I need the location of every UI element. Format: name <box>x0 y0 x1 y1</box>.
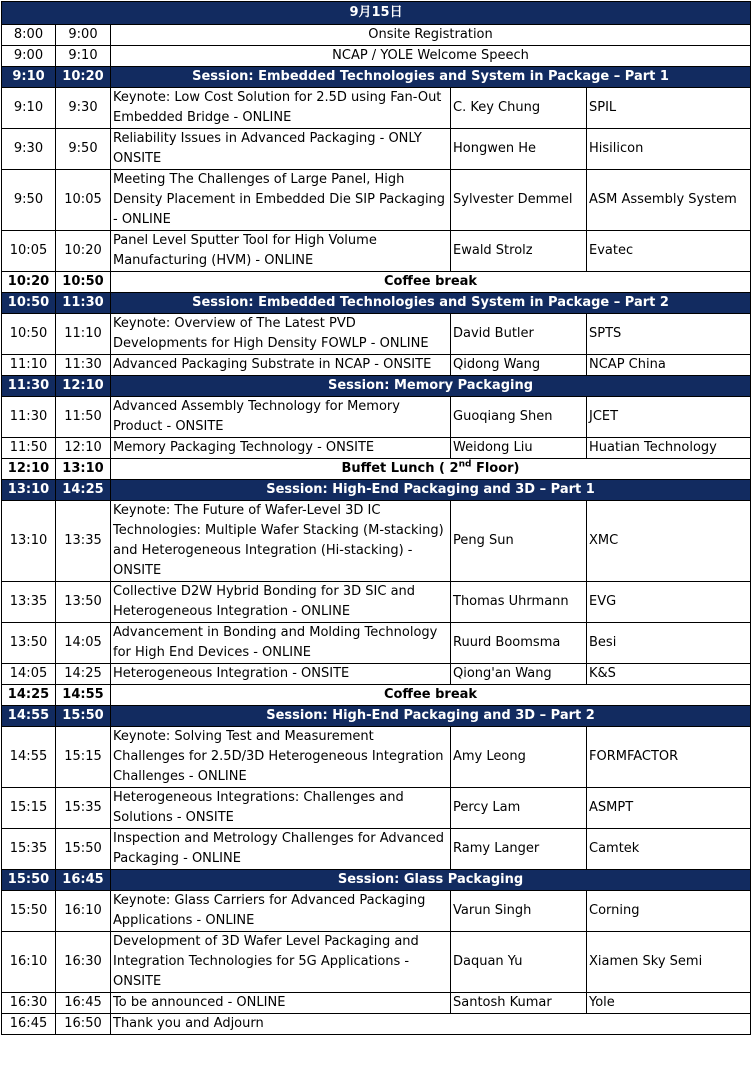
end-time: 16:50 <box>56 1014 111 1035</box>
talk-title: Memory Packaging Technology - ONSITE <box>111 438 451 459</box>
company-name: NCAP China <box>587 355 751 376</box>
talk-row <box>2 231 751 272</box>
end-time: 13:10 <box>56 459 111 480</box>
company-name: ASM Assembly System <box>587 170 751 231</box>
talk-row <box>2 932 751 993</box>
agenda-row <box>2 46 751 67</box>
company-name: JCET <box>587 397 751 438</box>
start-time: 15:50 <box>2 870 56 891</box>
break-label: Coffee break <box>111 685 751 706</box>
end-time: 15:15 <box>56 727 111 788</box>
talk-row <box>2 582 751 623</box>
lunch-row <box>2 459 751 480</box>
session-title: Session: Embedded Technologies and System in Package – Part 2 <box>111 293 751 314</box>
end-time: 13:35 <box>56 501 111 582</box>
start-time: 10:05 <box>2 231 56 272</box>
talk-row <box>2 129 751 170</box>
session-title: Session: Memory Packaging <box>111 376 751 397</box>
speaker-name: Ruurd Boomsma <box>451 623 587 664</box>
start-time: 9:00 <box>2 46 56 67</box>
company-name: Yole <box>587 993 751 1014</box>
talk-title: Heterogeneous Integrations: Challenges and Solutions - ONSITE <box>111 788 451 829</box>
speaker-name: Guoqiang Shen <box>451 397 587 438</box>
end-time: 13:50 <box>56 582 111 623</box>
start-time: 11:10 <box>2 355 56 376</box>
end-time: 16:10 <box>56 891 111 932</box>
talk-row <box>2 170 751 231</box>
company-name: Evatec <box>587 231 751 272</box>
schedule-table <box>1 1 751 1035</box>
speaker-name: Weidong Liu <box>451 438 587 459</box>
talk-row <box>2 829 751 870</box>
company-name: Hisilicon <box>587 129 751 170</box>
start-time: 9:30 <box>2 129 56 170</box>
end-time: 9:00 <box>56 25 111 46</box>
talk-title: Keynote: Low Cost Solution for 2.5D using Fan-Out Embedded Bridge - ONLINE <box>111 88 451 129</box>
session-row <box>2 706 751 727</box>
speaker-name: Qidong Wang <box>451 355 587 376</box>
break-row <box>2 685 751 706</box>
end-time: 12:10 <box>56 376 111 397</box>
end-time: 14:05 <box>56 623 111 664</box>
start-time: 10:20 <box>2 272 56 293</box>
company-name: Corning <box>587 891 751 932</box>
speaker-name: Thomas Uhrmann <box>451 582 587 623</box>
start-time: 11:50 <box>2 438 56 459</box>
talk-row <box>2 355 751 376</box>
start-time: 16:45 <box>2 1014 56 1035</box>
start-time: 15:15 <box>2 788 56 829</box>
end-time: 11:30 <box>56 293 111 314</box>
speaker-name: Sylvester Demmel <box>451 170 587 231</box>
talk-title: Keynote: Glass Carriers for Advanced Packaging Applications - ONLINE <box>111 891 451 932</box>
end-time: 16:45 <box>56 870 111 891</box>
company-name: XMC <box>587 501 751 582</box>
session-row <box>2 67 751 88</box>
start-time: 13:35 <box>2 582 56 623</box>
start-time: 13:10 <box>2 501 56 582</box>
start-time: 16:10 <box>2 932 56 993</box>
speaker-name: Ewald Strolz <box>451 231 587 272</box>
start-time: 14:25 <box>2 685 56 706</box>
start-time: 14:55 <box>2 727 56 788</box>
session-title: Session: Glass Packaging <box>111 870 751 891</box>
end-time: 9:50 <box>56 129 111 170</box>
agenda-label: Onsite Registration <box>111 25 751 46</box>
end-time: 10:50 <box>56 272 111 293</box>
end-time: 16:30 <box>56 932 111 993</box>
speaker-name: Daquan Yu <box>451 932 587 993</box>
talk-row <box>2 314 751 355</box>
talk-row <box>2 623 751 664</box>
end-time: 14:25 <box>56 480 111 501</box>
end-time: 9:10 <box>56 46 111 67</box>
start-time: 9:50 <box>2 170 56 231</box>
company-name: ASMPT <box>587 788 751 829</box>
start-time: 12:10 <box>2 459 56 480</box>
speaker-name: David Butler <box>451 314 587 355</box>
start-time: 13:50 <box>2 623 56 664</box>
end-time: 11:30 <box>56 355 111 376</box>
talk-title: Meeting The Challenges of Large Panel, High Density Placement in Embedded Die SIP Packaging - ONLINE <box>111 170 451 231</box>
start-time: 16:30 <box>2 993 56 1014</box>
session-row <box>2 870 751 891</box>
end-time: 12:10 <box>56 438 111 459</box>
speaker-name: Santosh Kumar <box>451 993 587 1014</box>
closing-title: Thank you and Adjourn <box>111 1014 751 1035</box>
date-header-row <box>2 2 751 25</box>
company-name: Besi <box>587 623 751 664</box>
session-row <box>2 376 751 397</box>
break-label: Coffee break <box>111 272 751 293</box>
start-time: 15:50 <box>2 891 56 932</box>
start-time: 14:55 <box>2 706 56 727</box>
talk-title: Keynote: Overview of The Latest PVD Developments for High Density FOWLP - ONLINE <box>111 314 451 355</box>
break-row <box>2 272 751 293</box>
speaker-name: Peng Sun <box>451 501 587 582</box>
end-time: 9:30 <box>56 88 111 129</box>
start-time: 10:50 <box>2 293 56 314</box>
talk-row <box>2 664 751 685</box>
talk-title: Development of 3D Wafer Level Packaging and Integration Technologies for 5G Applications - ONSITE <box>111 932 451 993</box>
end-time: 15:35 <box>56 788 111 829</box>
end-time: 10:05 <box>56 170 111 231</box>
agenda-label: NCAP / YOLE Welcome Speech <box>111 46 751 67</box>
closing-row <box>2 1014 751 1035</box>
company-name: FORMFACTOR <box>587 727 751 788</box>
end-time: 11:10 <box>56 314 111 355</box>
talk-title: Advancement in Bonding and Molding Technology for High End Devices - ONLINE <box>111 623 451 664</box>
end-time: 10:20 <box>56 231 111 272</box>
company-name: Xiamen Sky Semi <box>587 932 751 993</box>
speaker-name: Qiong'an Wang <box>451 664 587 685</box>
talk-title: Keynote: Solving Test and Measurement Challenges for 2.5D/3D Heterogeneous Integration Challenges - ONLINE <box>111 727 451 788</box>
start-time: 11:30 <box>2 376 56 397</box>
speaker-name: Hongwen He <box>451 129 587 170</box>
session-title: Session: High-End Packaging and 3D – Part 2 <box>111 706 751 727</box>
start-time: 14:05 <box>2 664 56 685</box>
start-time: 15:35 <box>2 829 56 870</box>
end-time: 16:45 <box>56 993 111 1014</box>
talk-title: Panel Level Sputter Tool for High Volume Manufacturing (HVM) - ONLINE <box>111 231 451 272</box>
end-time: 15:50 <box>56 706 111 727</box>
end-time: 10:20 <box>56 67 111 88</box>
talk-title: To be announced - ONLINE <box>111 993 451 1014</box>
speaker-name: Ramy Langer <box>451 829 587 870</box>
talk-row <box>2 727 751 788</box>
talk-row <box>2 88 751 129</box>
agenda-row <box>2 25 751 46</box>
company-name: Huatian Technology <box>587 438 751 459</box>
lunch-text-after: Floor) <box>471 461 520 476</box>
talk-row <box>2 397 751 438</box>
company-name: SPTS <box>587 314 751 355</box>
start-time: 9:10 <box>2 67 56 88</box>
session-title: Session: Embedded Technologies and System in Package – Part 1 <box>111 67 751 88</box>
speaker-name: Varun Singh <box>451 891 587 932</box>
talk-title: Inspection and Metrology Challenges for Advanced Packaging - ONLINE <box>111 829 451 870</box>
talk-title: Advanced Packaging Substrate in NCAP - ONSITE <box>111 355 451 376</box>
start-time: 10:50 <box>2 314 56 355</box>
company-name: EVG <box>587 582 751 623</box>
session-title: Session: High-End Packaging and 3D – Part 1 <box>111 480 751 501</box>
session-row <box>2 293 751 314</box>
talk-title: Advanced Assembly Technology for Memory Product - ONSITE <box>111 397 451 438</box>
session-row <box>2 480 751 501</box>
talk-row <box>2 501 751 582</box>
lunch-label <box>111 459 751 480</box>
talk-row <box>2 788 751 829</box>
schedule-body <box>2 2 751 1035</box>
speaker-name: Amy Leong <box>451 727 587 788</box>
company-name: K&S <box>587 664 751 685</box>
talk-title: Reliability Issues in Advanced Packaging - ONLY ONSITE <box>111 129 451 170</box>
company-name: Camtek <box>587 829 751 870</box>
end-time: 14:25 <box>56 664 111 685</box>
speaker-name: C. Key Chung <box>451 88 587 129</box>
end-time: 11:50 <box>56 397 111 438</box>
lunch-text: Buffet Lunch ( 2 <box>341 461 459 476</box>
talk-row <box>2 993 751 1014</box>
company-name: SPIL <box>587 88 751 129</box>
end-time: 14:55 <box>56 685 111 706</box>
start-time: 9:10 <box>2 88 56 129</box>
talk-title: Heterogeneous Integration - ONSITE <box>111 664 451 685</box>
talk-row <box>2 438 751 459</box>
end-time: 15:50 <box>56 829 111 870</box>
talk-row <box>2 891 751 932</box>
speaker-name: Percy Lam <box>451 788 587 829</box>
talk-title: Keynote: The Future of Wafer-Level 3D IC Technologies: Multiple Wafer Stacking (M-stacking) and Heterogeneous Integration (Hi-stacking) - ONSITE <box>111 501 451 582</box>
start-time: 13:10 <box>2 480 56 501</box>
date-header: 9月15日 <box>2 2 751 25</box>
lunch-superscript: nd <box>458 459 472 470</box>
start-time: 8:00 <box>2 25 56 46</box>
start-time: 11:30 <box>2 397 56 438</box>
talk-title: Collective D2W Hybrid Bonding for 3D SIC and Heterogeneous Integration - ONLINE <box>111 582 451 623</box>
